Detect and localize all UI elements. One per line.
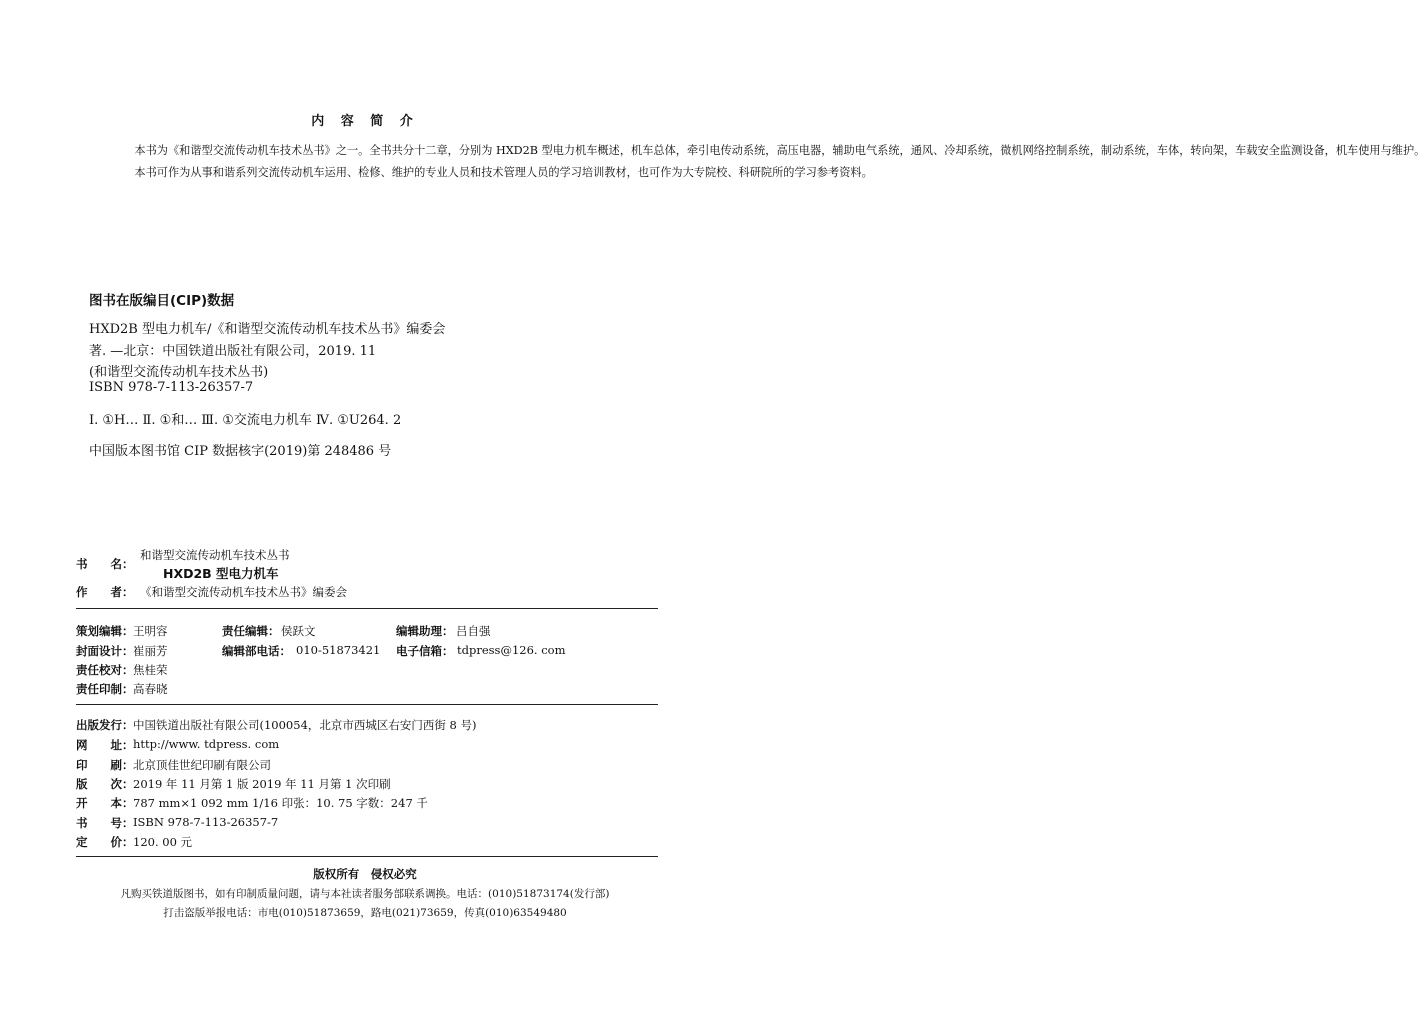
cip-line: HXD2B 型电力机车/《和谐型交流传动机车技术丛书》编委会 [89,322,446,337]
cip-line: ISBN 978-7-113-26357-7 [89,380,254,395]
book-title: HXD2B 型电力机车 [163,566,279,581]
intro-paragraph: 本书可作为从事和谐系列交流传动机车运用、检修、维护的专业人员和技术管理人员的学习培训教材，也可作为大专院校、科研院所的学习参考资料。 [134,166,873,179]
intro-title: 内 容 简 介 [311,114,419,129]
cip-line: 中国版本图书馆 CIP 数据核字(2019)第 248486 号 [89,444,392,459]
intro-paragraph: 本书为《和谐型交流传动机车技术丛书》之一。全书共分十二章，分别为 HXD2B 型电力机车概述，机车总体，牵引电传动系统，高压电器，辅助电气系统，通风、冷却系统，微机网络控制系统，制动系统，车体，转向架，车载安全监测设备，机车使用与维护。 [134,144,1425,157]
proofreader: 焦桂荣 [133,663,168,677]
book-title-label: 书 名： [76,557,134,571]
footer-notice: 打击盗版举报电话：市电(010)51873659，路电(021)73659，传真(010)63549480 [163,907,567,919]
printer-label: 印 刷： [76,758,134,772]
book-author-label: 作 者： [76,585,134,599]
divider [76,856,658,857]
printing-supervisor-label: 责任印制： [76,682,134,696]
cip-heading: 图书在版编目(CIP)数据 [89,293,235,309]
website-label: 网 址： [76,738,134,752]
copyright-notice: 版权所有 侵权必究 [313,867,417,881]
publisher-label: 出版发行： [76,718,134,732]
footer-notice: 凡购买铁道版图书，如有印制质量问题，请与本社读者服务部联系调换。电话：(010)51873174(发行部) [120,888,610,900]
website: http://www. tdpress. com [133,737,280,751]
planning-editor-label: 策划编辑： [76,624,134,638]
book-series: 和谐型交流传动机车技术丛书 [140,548,290,562]
cover-design: 崔丽芳 [133,644,168,658]
cip-line: 著. —北京：中国铁道出版社有限公司，2019. 11 [89,344,377,359]
publisher: 中国铁道出版社有限公司(100054，北京市西城区右安门西街 8 号) [133,718,477,732]
divider [76,608,658,609]
cip-line: Ⅰ. ①H… Ⅱ. ①和… Ⅲ. ①交流电力机车 Ⅳ. ①U264. 2 [89,413,402,428]
intro-body [112,140,1425,184]
edition-label: 版 次： [76,777,134,791]
editorial-assistant-label: 编辑助理： [396,624,454,638]
price: 120. 00 元 [133,835,193,849]
responsible-editor: 侯跃文 [281,624,316,638]
planning-editor: 王明容 [133,624,168,638]
email-label: 电子信箱： [396,644,454,658]
proofreader-label: 责任校对： [76,663,134,677]
isbn-label: 书 号： [76,816,134,830]
format: 787 mm×1 092 mm 1/16 印张：10. 75 字数：247 千 [133,796,428,810]
isbn: ISBN 978-7-113-26357-7 [133,815,279,829]
email: tdpress@126. com [457,643,566,657]
printing-supervisor: 高春晓 [133,682,168,696]
price-label: 定 价： [76,835,134,849]
cover-design-label: 封面设计： [76,644,134,658]
divider [76,704,658,705]
editorial-assistant: 吕自强 [456,624,491,638]
responsible-editor-label: 责任编辑： [222,624,280,638]
editorial-phone-label: 编辑部电话： [222,644,291,658]
book-author: 《和谐型交流传动机车技术丛书》编委会 [140,585,347,599]
editorial-phone: 010-51873421 [296,643,381,657]
cip-line: (和谐型交流传动机车技术丛书) [89,365,269,380]
printer: 北京顶佳世纪印刷有限公司 [133,758,271,772]
format-label: 开 本： [76,796,134,810]
edition: 2019 年 11 月第 1 版 2019 年 11 月第 1 次印刷 [133,777,391,791]
